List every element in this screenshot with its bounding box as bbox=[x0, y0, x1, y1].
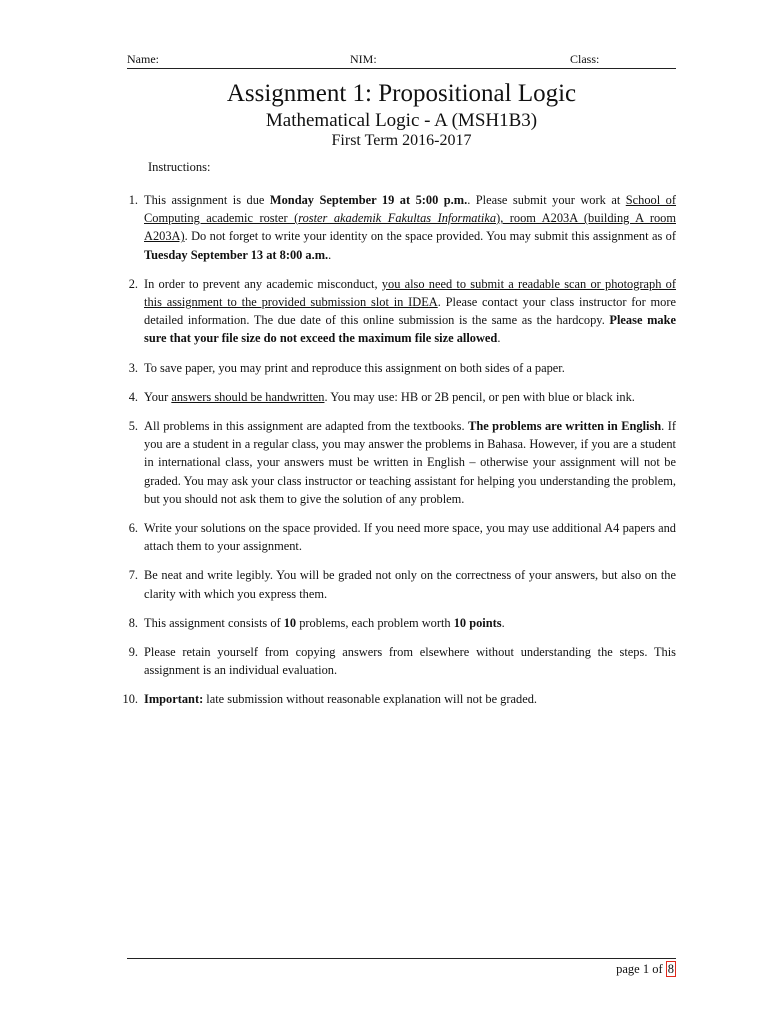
item-text: . bbox=[501, 615, 505, 630]
item-italic-text: roster akademik Fakultas Informatika bbox=[298, 211, 497, 226]
item-number: 3. bbox=[128, 360, 138, 375]
list-item bbox=[128, 614, 676, 632]
item-text: ), room A203A (building A room A203A) bbox=[144, 211, 676, 244]
instructions-list bbox=[122, 191, 677, 720]
list-item bbox=[128, 191, 677, 264]
page-title: Assignment 1: Propositional Logic bbox=[226, 80, 577, 107]
item-text: problems, each problem worth bbox=[296, 615, 454, 630]
item-text: . bbox=[328, 247, 332, 262]
item-bold-text: Monday September 19 at 5:00 p.m. bbox=[269, 193, 468, 207]
item-text: late submission without reasonable explanation will not be graded. bbox=[203, 692, 537, 707]
course-name: Mathematical Logic - A (MSH1B3) bbox=[265, 110, 538, 131]
item-text: . If you are a student in a regular class, you may answer the problems in Bahasa. However, if you are a student in international class, your answers must be written in English – otherwise your assignment will not be graded. You may ask your class instructor or teaching assistant for helping you understanding the problem, but you should not ask them to give the solution of any problem. bbox=[144, 419, 676, 506]
total-pages-link[interactable]: 8 bbox=[667, 962, 674, 976]
item-text: Please retain yourself from copying answers from elsewhere without understanding the steps. This assignment is an individual evaluation. bbox=[144, 645, 676, 678]
item-text: To save paper, you may print and reproduce this assignment on both sides of a paper. bbox=[144, 360, 565, 375]
item-number: 9. bbox=[128, 645, 138, 660]
list-item bbox=[128, 359, 676, 377]
item-text: Be neat and write legibly. You will be graded not only on the correctness of your answers, but also on the clarity with which you express them. bbox=[144, 568, 676, 601]
item-number: 6. bbox=[128, 521, 138, 536]
item-text: All problems in this assignment are adapted from the textbooks. bbox=[144, 419, 469, 434]
term-label: First Term 2016-2017 bbox=[331, 132, 472, 149]
footer-divider bbox=[127, 958, 676, 959]
item-number: 5. bbox=[128, 419, 138, 434]
list-item bbox=[128, 388, 676, 406]
item-bold-text: Tuesday September 13 at 8:00 a.m. bbox=[144, 247, 329, 262]
title-block bbox=[127, 78, 676, 151]
item-number: 2. bbox=[128, 276, 138, 291]
item-bold-text: 10 points bbox=[453, 615, 502, 630]
item-bold-text: Important: bbox=[144, 692, 204, 707]
item-underlined-text: you also need to submit a readable scan or photograph of this assignment to the provided submission slot in IDEA bbox=[144, 276, 677, 310]
item-bold-text: Please make sure that your file size do not exceed the maximum file size allowed bbox=[144, 313, 676, 346]
item-text: . Please submit your work at bbox=[467, 193, 626, 207]
list-item bbox=[128, 417, 676, 508]
item-underlined-text: answers should be handwritten bbox=[171, 389, 325, 404]
item-bold-text: 10 bbox=[283, 615, 297, 630]
identity-header bbox=[127, 52, 676, 69]
item-text: . You may use: HB or 2B pencil, or pen with blue or black ink. bbox=[324, 389, 635, 404]
nim-label: NIM: bbox=[350, 52, 377, 66]
list-item bbox=[128, 566, 676, 602]
class-label: Class: bbox=[570, 52, 600, 66]
page-number bbox=[616, 962, 676, 977]
list-item bbox=[128, 519, 676, 555]
item-number: 10. bbox=[122, 692, 138, 707]
item-text: Your bbox=[144, 389, 172, 404]
list-item bbox=[128, 643, 676, 679]
item-text: In order to prevent any academic misconduct, bbox=[144, 276, 382, 291]
instructions-heading: Instructions: bbox=[148, 160, 211, 174]
name-label: Name: bbox=[127, 52, 159, 66]
item-text: Write your solutions on the space provided. If you need more space, you may use additional A4 papers and attach them to your assignment. bbox=[144, 521, 676, 554]
item-text: . Please contact your class instructor for more detailed information. The due date of this online submission is the same as the hardcopy. bbox=[144, 295, 676, 328]
item-text: . bbox=[497, 331, 501, 346]
list-item bbox=[122, 690, 676, 708]
item-text: This assignment consists of bbox=[144, 615, 284, 630]
item-number: 8. bbox=[128, 615, 138, 630]
item-number: 4. bbox=[128, 389, 138, 404]
page-number-text: page 1 of bbox=[616, 962, 666, 976]
item-text: This assignment is due bbox=[144, 193, 270, 207]
item-text: . Do not forget to write your identity on the space provided. You may submit this assignment as of bbox=[184, 229, 676, 244]
item-bold-text: The problems are written in English bbox=[468, 419, 662, 434]
item-number: 7. bbox=[128, 568, 138, 583]
item-number: 1. bbox=[128, 193, 138, 207]
list-item bbox=[128, 275, 677, 348]
item-text: School of Computing academic roster ( bbox=[144, 193, 677, 226]
